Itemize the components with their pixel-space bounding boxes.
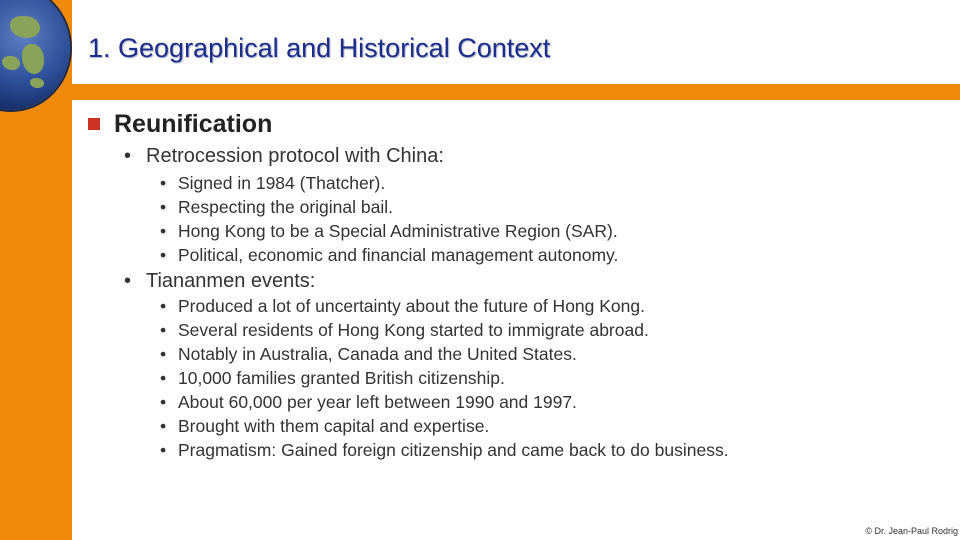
bullet-icon: •: [160, 320, 167, 340]
heading-reunification: [88, 109, 272, 139]
bullet-icon: •: [160, 173, 167, 193]
list-item: • Notably in Australia, Canada and the United States.: [160, 344, 577, 364]
section-label: • Retrocession protocol with China:: [124, 145, 444, 167]
slide-title: 1. Geographical and Historical Context: [88, 33, 551, 63]
bullet-icon: •: [160, 368, 167, 388]
section-label: • Tiananmen events:: [124, 270, 316, 292]
bullet-icon: •: [160, 197, 167, 217]
list-item: • 10,000 families granted British citizenship.: [160, 368, 505, 388]
bullet-icon: •: [160, 440, 167, 460]
bullet-icon: •: [160, 416, 167, 436]
list-item: • Respecting the original bail.: [160, 197, 393, 217]
list-item: • Produced a lot of uncertainty about the future of Hong Kong.: [160, 296, 645, 316]
list-item: • Signed in 1984 (Thatcher).: [160, 173, 386, 193]
bullet-icon: •: [160, 344, 167, 364]
list-item: • Hong Kong to be a Special Administrative Region (SAR).: [160, 221, 618, 241]
bullet-icon: •: [160, 245, 167, 265]
list-item: • About 60,000 per year left between 1990 and 1997.: [160, 392, 577, 412]
square-bullet-icon: [88, 118, 100, 130]
list-item: • Pragmatism: Gained foreign citizenship and came back to do business.: [160, 440, 729, 460]
bullet-icon: •: [160, 221, 167, 241]
list-item: • Political, economic and financial management autonomy.: [160, 245, 619, 265]
heading-text: Reunification: [114, 110, 273, 138]
bullet-icon: •: [160, 296, 167, 316]
bullet-icon: •: [160, 392, 167, 412]
list-item: • Brought with them capital and expertise.: [160, 416, 490, 436]
bullet-icon: •: [124, 270, 132, 292]
bullet-icon: •: [124, 145, 132, 167]
copyright-credit: © Dr. Jean-Paul Rodrig: [865, 526, 958, 536]
list-item: • Several residents of Hong Kong started to immigrate abroad.: [160, 320, 649, 340]
